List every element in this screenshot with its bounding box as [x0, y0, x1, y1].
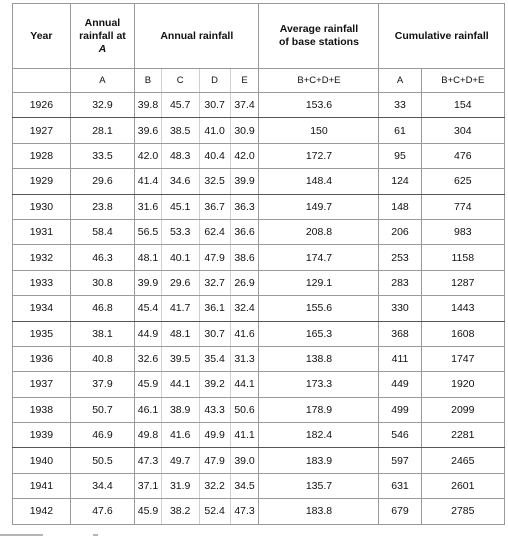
annual-rainfall-at-a-header-line2: rainfall at — [79, 29, 126, 42]
cell-b: 44.9 — [135, 321, 162, 346]
cell-c: 45.7 — [161, 93, 199, 118]
cell-d: 47.9 — [199, 448, 230, 473]
table-row — [13, 397, 505, 422]
cell-avg: 165.3 — [259, 321, 379, 346]
cell-a: 50.7 — [70, 397, 134, 422]
cell-a: 47.6 — [70, 499, 134, 524]
cell-cum-a: 597 — [379, 448, 421, 473]
cell-avg: 135.7 — [259, 473, 379, 498]
cell-year: 1931 — [13, 219, 71, 244]
subheader-year-blank — [13, 69, 71, 93]
cell-e: 37.4 — [230, 93, 259, 118]
table-row — [13, 169, 505, 194]
cell-e: 32.4 — [230, 296, 259, 321]
cell-cum-bcde: 1287 — [421, 270, 504, 295]
cell-a: 46.8 — [70, 296, 134, 321]
cell-cum-a: 546 — [379, 423, 421, 448]
cell-avg: 129.1 — [259, 270, 379, 295]
cell-b: 31.6 — [135, 194, 162, 219]
cell-cum-bcde: 2785 — [421, 499, 504, 524]
cell-avg: 150 — [259, 118, 379, 143]
cell-cum-bcde: 1443 — [421, 296, 504, 321]
cell-d: 41.0 — [199, 118, 230, 143]
cell-year: 1938 — [13, 397, 71, 422]
cell-b: 42.0 — [135, 143, 162, 168]
cell-e: 30.9 — [230, 118, 259, 143]
cell-year: 1942 — [13, 499, 71, 524]
cell-cum-a: 283 — [379, 270, 421, 295]
cell-cum-bcde: 476 — [421, 143, 504, 168]
cell-year: 1927 — [13, 118, 71, 143]
cell-cum-a: 253 — [379, 245, 421, 270]
cell-e: 42.0 — [230, 143, 259, 168]
table-row — [13, 270, 505, 295]
cell-year: 1940 — [13, 448, 71, 473]
cell-b: 45.9 — [135, 372, 162, 397]
cell-c: 48.1 — [161, 321, 199, 346]
cell-year: 1929 — [13, 169, 71, 194]
cell-e: 50.6 — [230, 397, 259, 422]
cell-d: 36.7 — [199, 194, 230, 219]
cell-b: 39.6 — [135, 118, 162, 143]
annual-rainfall-at-a-header-line3: A — [98, 42, 107, 55]
cell-d: 36.1 — [199, 296, 230, 321]
cell-a: 28.1 — [70, 118, 134, 143]
cell-year: 1939 — [13, 423, 71, 448]
cell-cum-bcde: 2601 — [421, 473, 504, 498]
cell-e: 38.6 — [230, 245, 259, 270]
cell-cum-a: 411 — [379, 346, 421, 371]
cell-avg: 155.6 — [259, 296, 379, 321]
cell-d: 35.4 — [199, 346, 230, 371]
cell-year: 1936 — [13, 346, 71, 371]
cell-c: 45.1 — [161, 194, 199, 219]
cell-e: 41.1 — [230, 423, 259, 448]
table-row — [13, 194, 505, 219]
annual-rainfall-at-a-header — [70, 4, 134, 69]
cell-cum-bcde: 2099 — [421, 397, 504, 422]
cell-a: 46.3 — [70, 245, 134, 270]
cell-c: 29.6 — [161, 270, 199, 295]
cell-e: 39.0 — [230, 448, 259, 473]
cell-avg: 153.6 — [259, 93, 379, 118]
table-row — [13, 473, 505, 498]
cell-year: 1935 — [13, 321, 71, 346]
table-row — [13, 296, 505, 321]
average-rainfall-header-line1: Average rainfall — [279, 23, 359, 35]
table-row — [13, 321, 505, 346]
cell-cum-bcde: 2281 — [421, 423, 504, 448]
average-rainfall-header — [259, 4, 379, 69]
cell-b: 49.8 — [135, 423, 162, 448]
cell-cum-bcde: 1608 — [421, 321, 504, 346]
cell-year: 1928 — [13, 143, 71, 168]
rainfall-table — [12, 3, 505, 525]
cell-cum-a: 368 — [379, 321, 421, 346]
cell-a: 58.4 — [70, 219, 134, 244]
cell-b: 32.6 — [135, 346, 162, 371]
cell-c: 38.5 — [161, 118, 199, 143]
cell-c: 31.9 — [161, 473, 199, 498]
cell-avg: 208.8 — [259, 219, 379, 244]
cell-d: 30.7 — [199, 93, 230, 118]
cell-cum-a: 148 — [379, 194, 421, 219]
cell-year: 1926 — [13, 93, 71, 118]
cell-b: 46.1 — [135, 397, 162, 422]
cell-cum-a: 499 — [379, 397, 421, 422]
year-header: Year — [13, 4, 71, 69]
page-edge-mark — [93, 534, 98, 536]
cell-avg: 183.9 — [259, 448, 379, 473]
table-row — [13, 118, 505, 143]
cell-e: 34.5 — [230, 473, 259, 498]
cell-cum-a: 631 — [379, 473, 421, 498]
cell-c: 44.1 — [161, 372, 199, 397]
table-row — [13, 346, 505, 371]
cell-cum-bcde: 774 — [421, 194, 504, 219]
cell-cum-bcde: 1920 — [421, 372, 504, 397]
cell-a: 50.5 — [70, 448, 134, 473]
cell-d: 43.3 — [199, 397, 230, 422]
cell-d: 47.9 — [199, 245, 230, 270]
cell-b: 56.5 — [135, 219, 162, 244]
cell-cum-a: 679 — [379, 499, 421, 524]
cell-d: 62.4 — [199, 219, 230, 244]
subheader-d: D — [199, 69, 230, 93]
cell-d: 40.4 — [199, 143, 230, 168]
cell-b: 39.9 — [135, 270, 162, 295]
cell-e: 36.3 — [230, 194, 259, 219]
cell-b: 45.4 — [135, 296, 162, 321]
table-row — [13, 499, 505, 524]
cell-year: 1937 — [13, 372, 71, 397]
cell-e: 39.9 — [230, 169, 259, 194]
page-edge-mark — [0, 534, 43, 536]
cell-year: 1941 — [13, 473, 71, 498]
cumulative-rainfall-header: Cumulative rainfall — [379, 4, 505, 69]
cell-cum-a: 124 — [379, 169, 421, 194]
cell-b: 48.1 — [135, 245, 162, 270]
cell-a: 38.1 — [70, 321, 134, 346]
cell-year: 1934 — [13, 296, 71, 321]
cell-avg: 172.7 — [259, 143, 379, 168]
cell-d: 49.9 — [199, 423, 230, 448]
table-row — [13, 143, 505, 168]
cell-b: 39.8 — [135, 93, 162, 118]
header-row — [13, 4, 505, 69]
subheader-e: E — [230, 69, 259, 93]
cell-cum-bcde: 625 — [421, 169, 504, 194]
cell-c: 41.6 — [161, 423, 199, 448]
cell-a: 46.9 — [70, 423, 134, 448]
cell-a: 29.6 — [70, 169, 134, 194]
subheader-avg: B+C+D+E — [259, 69, 379, 93]
table-row — [13, 93, 505, 118]
cell-a: 30.8 — [70, 270, 134, 295]
cell-b: 41.4 — [135, 169, 162, 194]
cell-avg: 138.8 — [259, 346, 379, 371]
cell-avg: 178.9 — [259, 397, 379, 422]
cell-year: 1930 — [13, 194, 71, 219]
cell-cum-bcde: 1158 — [421, 245, 504, 270]
cell-c: 49.7 — [161, 448, 199, 473]
subheader-cum-a: A — [379, 69, 421, 93]
cell-c: 38.9 — [161, 397, 199, 422]
table-body — [13, 93, 505, 525]
annual-rainfall-at-a-header-line1: Annual — [84, 16, 121, 29]
cell-year: 1932 — [13, 245, 71, 270]
cell-d: 32.5 — [199, 169, 230, 194]
cell-e: 47.3 — [230, 499, 259, 524]
cell-cum-a: 33 — [379, 93, 421, 118]
cell-c: 40.1 — [161, 245, 199, 270]
cell-b: 37.1 — [135, 473, 162, 498]
table-row — [13, 245, 505, 270]
cell-cum-a: 95 — [379, 143, 421, 168]
cell-e: 31.3 — [230, 346, 259, 371]
table-row — [13, 372, 505, 397]
cell-avg: 182.4 — [259, 423, 379, 448]
cell-c: 39.5 — [161, 346, 199, 371]
cell-cum-bcde: 983 — [421, 219, 504, 244]
cell-c: 38.2 — [161, 499, 199, 524]
cell-e: 44.1 — [230, 372, 259, 397]
cell-d: 32.7 — [199, 270, 230, 295]
table-row — [13, 448, 505, 473]
cell-avg: 183.8 — [259, 499, 379, 524]
cell-e: 36.6 — [230, 219, 259, 244]
cell-avg: 148.4 — [259, 169, 379, 194]
cell-a: 37.9 — [70, 372, 134, 397]
cell-c: 48.3 — [161, 143, 199, 168]
cell-a: 33.5 — [70, 143, 134, 168]
cell-d: 39.2 — [199, 372, 230, 397]
subheader-c: C — [161, 69, 199, 93]
cell-b: 45.9 — [135, 499, 162, 524]
table-row — [13, 219, 505, 244]
table-row — [13, 423, 505, 448]
cell-cum-a: 206 — [379, 219, 421, 244]
cell-year: 1933 — [13, 270, 71, 295]
cell-c: 34.6 — [161, 169, 199, 194]
subheader-cum-bcde: B+C+D+E — [421, 69, 504, 93]
cell-cum-bcde: 304 — [421, 118, 504, 143]
cell-cum-a: 449 — [379, 372, 421, 397]
cell-avg: 174.7 — [259, 245, 379, 270]
cell-a: 34.4 — [70, 473, 134, 498]
cell-cum-bcde: 154 — [421, 93, 504, 118]
cell-e: 26.9 — [230, 270, 259, 295]
cell-b: 47.3 — [135, 448, 162, 473]
cell-cum-a: 330 — [379, 296, 421, 321]
subheader-b: B — [135, 69, 162, 93]
cell-avg: 173.3 — [259, 372, 379, 397]
cell-d: 52.4 — [199, 499, 230, 524]
cell-a: 23.8 — [70, 194, 134, 219]
cell-d: 30.7 — [199, 321, 230, 346]
annual-rainfall-header: Annual rainfall — [135, 4, 259, 69]
cell-a: 40.8 — [70, 346, 134, 371]
cell-d: 32.2 — [199, 473, 230, 498]
cell-c: 53.3 — [161, 219, 199, 244]
cell-cum-a: 61 — [379, 118, 421, 143]
subheader-row — [13, 69, 505, 93]
cell-a: 32.9 — [70, 93, 134, 118]
cell-cum-bcde: 2465 — [421, 448, 504, 473]
cell-c: 41.7 — [161, 296, 199, 321]
cell-avg: 149.7 — [259, 194, 379, 219]
subheader-a: A — [70, 69, 134, 93]
cell-cum-bcde: 1747 — [421, 346, 504, 371]
cell-e: 41.6 — [230, 321, 259, 346]
average-rainfall-header-line2: of base stations — [278, 36, 359, 48]
